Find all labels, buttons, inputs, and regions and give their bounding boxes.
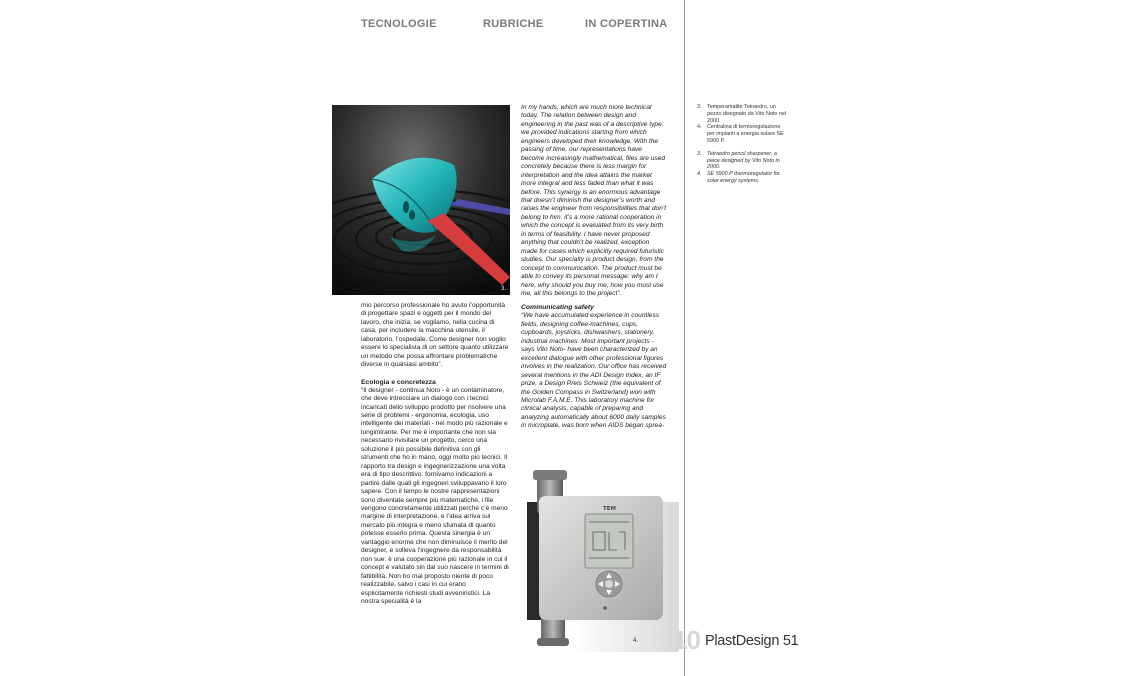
figure-3-pencil-sharpener bbox=[332, 105, 510, 295]
issue-number: 10 bbox=[673, 625, 700, 655]
caption-en-4 bbox=[697, 171, 789, 185]
col2-heading: Communicating safety bbox=[521, 304, 594, 312]
thermoregulator-illustration bbox=[513, 462, 679, 652]
article-column-english bbox=[521, 104, 667, 431]
caption-number: 4. bbox=[697, 124, 702, 131]
caption-text: SE 5900 P thermoregulator for solar energy systems. bbox=[707, 171, 780, 184]
figure-4-thermoregulator bbox=[513, 462, 679, 652]
caption-text: Temperamatite Tetraedro, un pezzo disegnato da Vito Noto nel 2000. bbox=[707, 104, 787, 124]
col2-intro-paragraph: In my hands, which are much more technical today. The relation between design and engineering in the past was of a descriptive type: we provided indications starting from which engineers developed their knowledge. With the passing of time, our representations have become increasingly mathematical, files are used concretely because there is less margin for interpretation and the idea attains the market more integral and less faded than what it was before. This synergy is an enormous advantage that doesn’t diminish the designer’s worth and raises the engineer from responsibilities that don’t belong to him: it’s a more rational cooperation in which the concept is evaluated from its very birth in terms of feasibility. I have never proposed anything that couldn’t be realized, exception made for cases which explicitly required futuristic studies. Our specialty is product design, from the concept to communication. The product must be able to convey its personal message: why am I here, why should you buy me, how you must use me, all this belongs to the project”. bbox=[521, 104, 667, 297]
col2-body-paragraph: “We have accumulated experience in countless fields, designing coffee-machines, cups, cupboards, joysticks, dishwashers, stationery, industrial machines. Most important projects - says Vito Noto- have been characterized by an excellent dialogue with other professional figures involves in the realization. Our office has received several mentions in the ADI Design Index, an IF prize, a Design Preis Schweiz (the equivalent of the Golden Compass in Switzerland) won with Microlab F.A.M.E. This laboratory machine for clinical analysis, capable of preparing and analyzing automatically about 6000 daily samples in microplate, was born when AIDS began sprea- bbox=[521, 312, 667, 430]
nav-tecnologie[interactable]: TECNOLOGIE bbox=[361, 18, 437, 30]
nav-rubriche[interactable]: RUBRICHE bbox=[483, 18, 544, 30]
caption-it-4 bbox=[697, 124, 789, 144]
magazine-brand bbox=[705, 633, 798, 649]
caption-en-3 bbox=[697, 151, 789, 171]
caption-text: Centralina di termoregolazione per impianti a energia solare SE 5900 P. bbox=[707, 124, 784, 144]
nav-in-copertina[interactable]: IN COPERTINA bbox=[585, 18, 668, 30]
caption-it-3 bbox=[697, 104, 789, 124]
col1-body-paragraph: “Il designer - continua Noto - è un contaminatore, che deve intrecciare un dialogo con i tecnici incaricati dello sviluppo prodotto per risolvere una serie di problemi - ergonomia, ecologia, uso intelligente dei materiali - nel modo più razionale e lungimirante. Per me è importante che non sia necessario rivisitare un progetto, cerco una soluzione il più possibile definitiva con gli strumenti che ho in mano, oggi molto più tecnici. Il rapporto tra design e ingegnerizzazione una volta era di tipo descrittivo: fornivamo indicazioni a partire dalle quali gli ingegneri sviluppavano il loro sapere. Con il tempo le nostre rappresentazioni sono diventate sempre più matematiche, i file vengono concretamente utilizzati perché c’è meno margine di interpretazione, e l’idea arriva sul mercato più integra e meno sfumata di quanto potesse esserlo prima. Questa sinergia è un vantaggio enorme che non diminuisce il merito del designer, e solleva l’ingegnere da responsabilità non sue: è una cooperazione più razionale in cui il concept è valutato sin dal suo nascere in termini di fattibilità. Non ho mai proposto niente di poco realizzabile, salvo i casi in cui erano esplicitamente richiesti studi avveniristici. La nostra specialità è la bbox=[361, 386, 509, 605]
col1-heading: Ecologia e concretezza bbox=[361, 378, 436, 386]
caption-number: 3. bbox=[697, 150, 702, 157]
figure-3-number: 3. bbox=[500, 286, 506, 292]
caption-number: 3. bbox=[697, 104, 702, 110]
article-column-italian bbox=[361, 302, 509, 606]
page-number: 51 bbox=[782, 633, 799, 649]
figure-captions bbox=[697, 104, 789, 185]
brand-part-design: Design bbox=[735, 633, 780, 649]
col1-intro-paragraph: mio percorso professionale ho avuto l’opportunità di progettare spazi e oggetti per il mondo del lavoro, che inizia, se vogliamo, nella cucina di casa, per includere la macchina utensile, il laboratorio, l’ospedale. Come designer non voglio essere lo specialista di un settore quanto utilizzare un metodo che possa affrontare problematiche diverse in qualsiasi ambito”. bbox=[361, 302, 509, 369]
device-brand-label: TEM bbox=[603, 506, 616, 512]
page-divider bbox=[684, 0, 685, 676]
caption-text: Tetraedro pencil sharpener, a piece designed by Vito Noto in 2000. bbox=[707, 150, 780, 171]
caption-number: 4. bbox=[697, 171, 702, 178]
figure-4-number: 4. bbox=[633, 638, 639, 644]
brand-part-plast: Plast bbox=[705, 633, 736, 649]
pencil-sharpener-illustration bbox=[332, 105, 510, 295]
